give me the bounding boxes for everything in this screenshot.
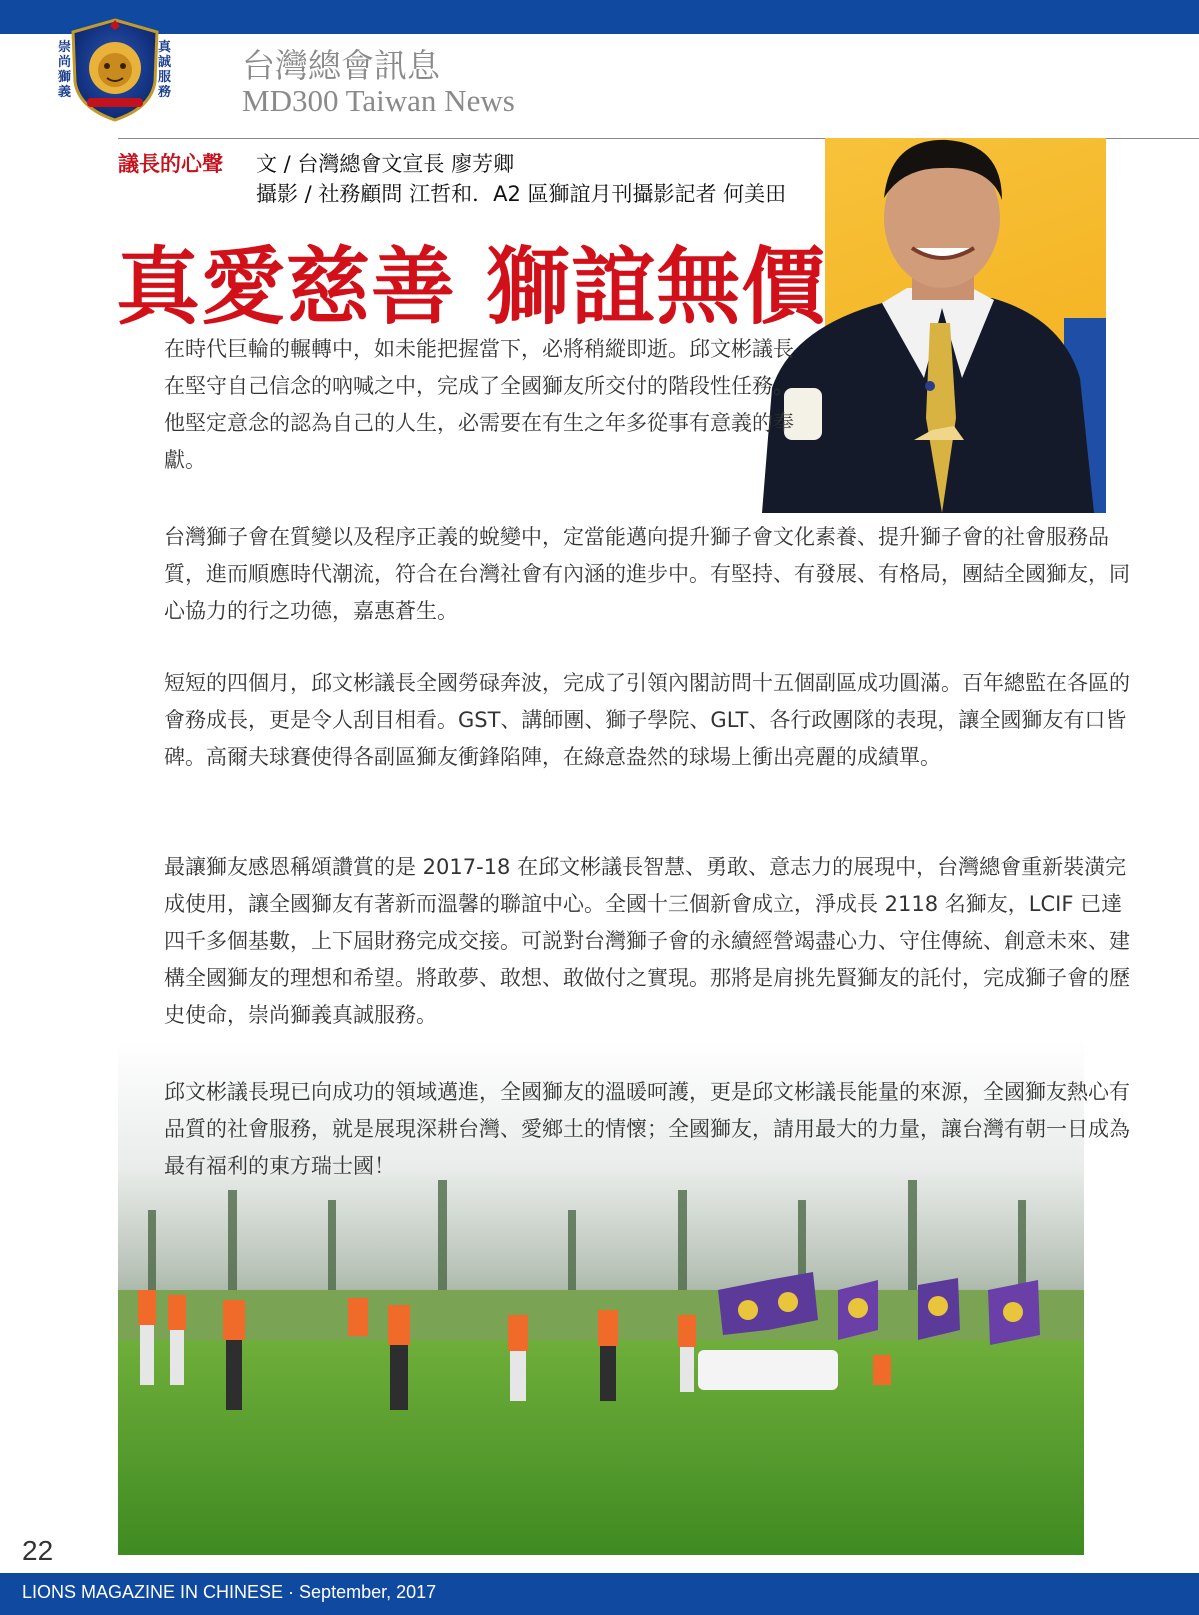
section-title-english: MD300 Taiwan News [242,83,515,118]
paragraph-1: 在時代巨輪的輾轉中，如未能把握當下，必將稍縱即逝。邱文彬議長在堅守自己信念的吶喊之中，完成了全國獅友所交付的階段性任務。他堅定意念的認為自己的人生，必需要在有生之年多從事有意義的奉獻。 [164,337,794,472]
paragraph-2: 台灣獅子會在質變以及程序正義的蛻變中，定當能邁向提升獅子會文化素養、提升獅子會的社會服務品質，進而順應時代潮流，符合在台灣社會有內涵的進步中。有堅持、有發展、有格局，團結全國獅友，同心協力的行之功德，嘉惠蒼生。 [164,525,1130,623]
motto-right: 真誠服務 [158,40,172,100]
page-number: 22 [22,1535,54,1566]
paragraph-4: 最讓獅友感恩稱頌讚賞的是 2017-18 在邱文彬議長智慧、勇敢、意志力的展現中，台灣總會重新裝潢完成使用，讓全國獅友有著新而溫馨的聯誼中心。全國十三個新會成立，淨成長 2118 名獅友，LCIF 已達四千多個基數，上下屆財務完成交接。可説對台灣獅子會的永續經營竭盡心力、守住傳統、創意未來、建構全國獅友的理想和希望。將敢夢、敢想、敢做付之實現。那將是肩挑先賢獅友的託付，完成獅子會的歷史使命，崇尚獅義真誠服務。 [164,855,1130,1027]
section-title-chinese: 台灣總會訊息 [242,46,440,85]
article-title: 真愛慈善 獅誼無價 [116,237,827,336]
motto-left: 崇尚獅義 [58,40,72,100]
publication-footer: LIONS MAGAZINE IN CHINESE · September, 2017 [22,1582,437,1602]
byline-photographer: 攝影 / 社務顧問 江哲和．A2 區獅誼月刊攝影記者 何美田 [256,182,787,206]
top-color-bar [0,0,1199,34]
column-tag: 議長的心聲 [118,151,223,176]
paragraph-3: 短短的四個月，邱文彬議長全國勞碌奔波，完成了引領內閣訪問十五個副區成功圓滿。百年總監在各區的會務成長，更是令人刮目相看。GST、講師團、獅子學院、GLT、各行政團隊的表現，讓全國獅友有口皆碑。高爾夫球賽使得各副區獅友衝鋒陷陣，在綠意盎然的球場上衝出亮麗的成績單。 [164,671,1130,769]
byline-writer: 文 / 台灣總會文宣長 廖芳卿 [256,152,515,176]
paragraph-5: 邱文彬議長現已向成功的領域邁進，全國獅友的溫暖呵護，更是邱文彬議長能量的來源，全國獅友熱心有品質的社會服務，就是展現深耕台灣、愛鄉土的情懷；全國獅友，請用最大的力量，讓台灣有朝一日成為最有福利的東方瑞士國！ [164,1080,1130,1178]
